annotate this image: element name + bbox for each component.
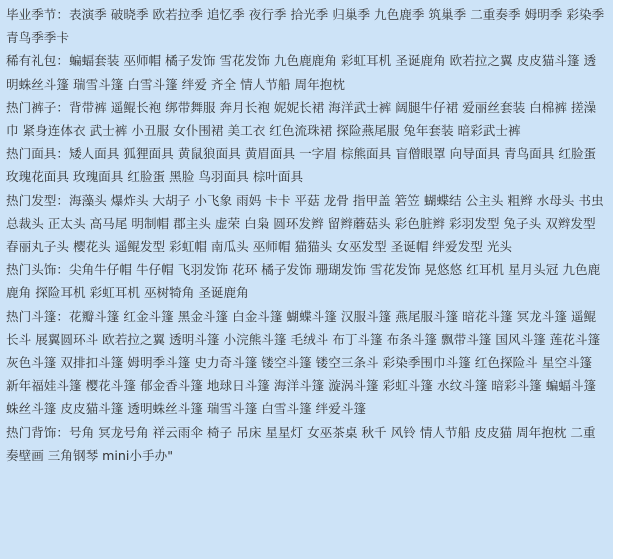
list-row-popular-masks bbox=[6, 142, 607, 188]
row-label: 热门裤子： bbox=[6, 99, 69, 115]
row-items: 矮人面具 狐狸面具 黄鼠狼面具 黄眉面具 一字眉 棕熊面具 盲僧眼罩 向导面具 青鸟面具 红脸蛋 玫瑰花面具 玫瑰面具 红脸蛋 黑脸 鸟羽面具 棕叶面具 bbox=[6, 146, 597, 185]
row-items: 蝙蝠套装 巫师帽 橘子发饰 雪花发饰 九色鹿鹿角 彩虹耳机 圣诞鹿角 欧若拉之翼 皮皮猫斗篷 透明蛛丝斗篷 瑞雪斗篷 白雪斗篷 绊爱 齐全 情人节船 周年抱枕 bbox=[6, 53, 597, 92]
scrollbar-track[interactable] bbox=[613, 0, 618, 559]
row-items: 海藻头 爆炸头 大胡子 小飞象 雨妈 卡卡 平菇 龙骨 指甲盖 箬笠 蝴蝶结 公主头 粗辫 水母头 书虫 总裁头 正太头 高马尾 明制帽 郡主头 虚荣 白枭 圆环发辫 留辫蘑菇头 彩色脏辫 彩羽发型 兔子头 双辫发型 春丽丸子头 樱花头 遥鲲发型 彩虹帽 南瓜头 巫师帽 猫猫头 女巫发型 圣诞帽 绊爱发型 光头 bbox=[6, 192, 604, 255]
list-row-popular-back-items bbox=[6, 421, 607, 467]
list-row-popular-pants bbox=[6, 96, 607, 142]
list-row-rare-packs bbox=[6, 49, 607, 95]
row-label: 稀有礼包： bbox=[6, 53, 69, 69]
row-items: 背带裤 遥鲲长袍 绑带舞服 奔月长袍 妮妮长裙 海洋武士裤 阔腿牛仔裙 爱丽丝套装 白棉裤 搓澡巾 紧身连体衣 武士裤 小丑服 女仆围裙 美工衣 红色流珠裙 探险燕尾服 兔年套装 暗彩武士裤 bbox=[6, 99, 597, 139]
row-label: 热门背饰： bbox=[6, 424, 69, 440]
list-row-popular-headwear bbox=[6, 258, 607, 304]
list-row-popular-capes bbox=[6, 305, 607, 421]
row-label: 热门面具： bbox=[6, 146, 69, 162]
row-items: 号角 冥龙号角 祥云雨伞 椅子 吊床 星星灯 女巫茶桌 秋千 风铃 情人节船 皮皮猫 周年抱枕 二重奏壁画 三角钢琴 mini小手办" bbox=[6, 424, 596, 463]
row-items: 尖角牛仔帽 牛仔帽 飞羽发饰 花环 橘子发饰 珊瑚发饰 雪花发饰 晃悠悠 红耳机 星月头冠 九色鹿鹿角 探险耳机 彩虹耳机 巫树犄角 圣诞鹿角 bbox=[6, 262, 601, 301]
row-label: 热门斗篷： bbox=[6, 308, 69, 324]
row-label: 毕业季节： bbox=[6, 7, 69, 22]
row-label: 热门头饰： bbox=[6, 262, 69, 278]
list-row-graduation-seasons bbox=[6, 3, 607, 49]
list-row-popular-hairstyles bbox=[6, 189, 607, 259]
row-label: 热门发型： bbox=[6, 192, 69, 208]
row-items: 表演季 破晓季 欧若拉季 追忆季 夜行季 拾光季 归巢季 九色鹿季 筑巢季 二重奏季 姆明季 彩染季 青鸟季季卡 bbox=[6, 7, 605, 46]
row-items: 花瓣斗篷 红金斗篷 黑金斗篷 白金斗篷 蝴蝶斗篷 汉服斗篷 燕尾服斗篷 暗花斗篷 冥龙斗篷 遥鲲长斗 展翼圆环斗 欧若拉之翼 透明斗篷 小浣熊斗篷 毛绒斗 布丁斗篷 布条斗篷 飘带斗篷 国风斗篷 莲花斗篷 灰色斗篷 双排扣斗篷 姆明季斗篷 史力奇斗篷 镂空斗篷 镂空三条斗 彩染季围巾斗篷 红色探险斗 星空斗篷 新年福娃斗篷 樱花斗篷 郁金香斗篷 地球日斗篷 海洋斗篷 漩涡斗篷 彩虹斗篷 水纹斗篷 暗彩斗篷 蝙蝠斗篷 蛛丝斗篷 皮皮猫斗篷 透明蛛丝斗篷 瑞雪斗篷 白雪斗篷 绊爱斗篷 bbox=[6, 308, 601, 417]
